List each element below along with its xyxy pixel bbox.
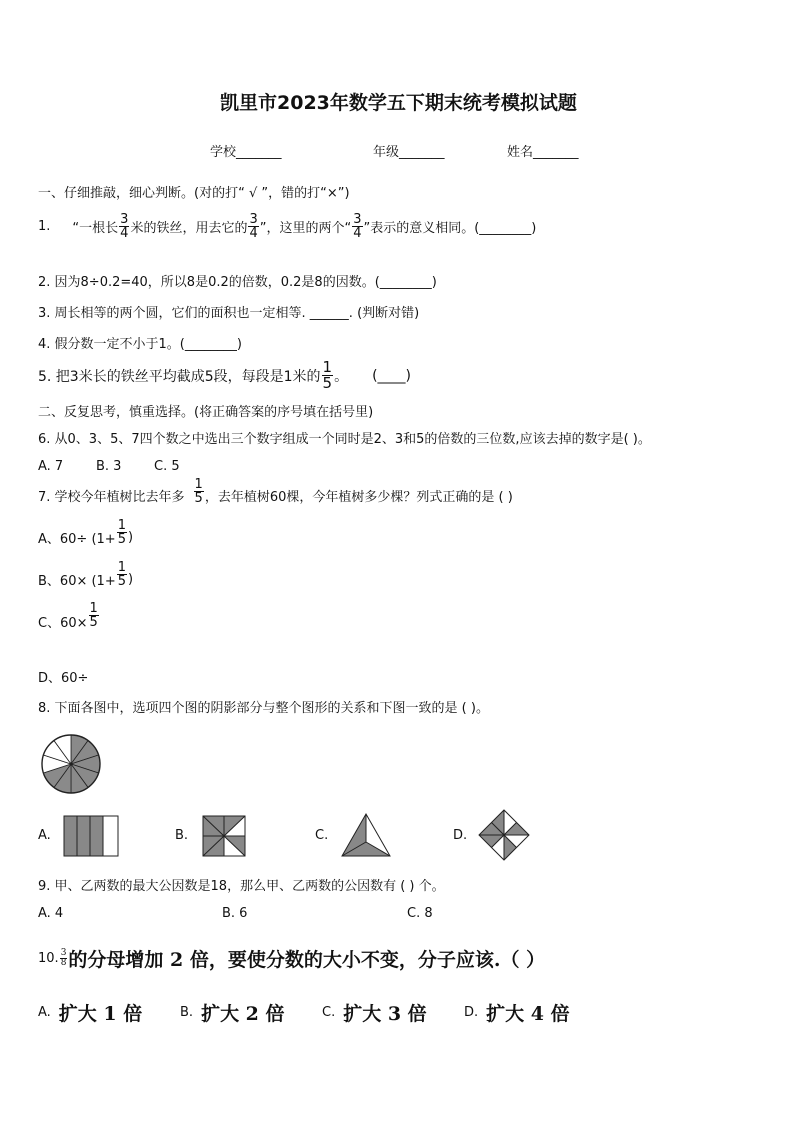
q1-text-3: ”，这里的两个“ xyxy=(259,221,352,236)
q9-option-a: A. 4 xyxy=(38,906,64,921)
q7-text-1: 7. 学校今年植树比去年多 xyxy=(38,490,185,505)
q10-number: 10. xyxy=(38,951,59,966)
q10-option-b xyxy=(180,999,285,1026)
q7-option-b-text: B、60× (1+ xyxy=(38,574,116,589)
question-8: 8. 下面各图中，选项四个图的阴影部分与整个图形的关系和下图一致的是 ( )。 xyxy=(38,701,489,716)
q6-option-c: C. 5 xyxy=(154,459,180,474)
q1-fraction-2: $\frac{3}{4}$ xyxy=(249,212,258,241)
school-field: 学校_______ xyxy=(210,145,282,160)
q7-option-b-fraction: $\frac{1}{5}$ xyxy=(117,560,127,589)
q10-fraction: $\frac{3}{8}$ xyxy=(60,948,67,968)
q10-option-d-text: 扩大 4 倍 xyxy=(486,1003,570,1025)
q5-blank: (____) xyxy=(372,367,412,384)
q5-fraction: $\frac{1}{5}$ xyxy=(322,358,333,392)
q8-option-d-label: D. xyxy=(453,828,468,843)
q8-option-a-label: A. xyxy=(38,828,51,843)
q10-option-d xyxy=(464,999,570,1026)
name-field: 姓名_______ xyxy=(507,145,579,160)
q10-option-a-label: A. xyxy=(38,1005,51,1020)
q9-option-b: B. 6 xyxy=(222,906,248,921)
q8-option-b-figure xyxy=(202,815,246,857)
q8-option-b-label: B. xyxy=(175,828,189,843)
page-title: 凯里市2023年数学五下期末统考模拟试题 xyxy=(220,92,577,114)
q10-option-d-label: D. xyxy=(464,1005,479,1020)
q7-option-a-fraction: $\frac{1}{5}$ xyxy=(117,518,126,547)
question-9: 9. 甲、乙两数的最大公因数是18，那么甲、乙两数的公因数有 ( ) 个。 xyxy=(38,879,445,894)
q8-option-a-figure xyxy=(63,815,119,857)
q10-stem: 的分母增加 2 倍，要使分数的大小不变，分子应该.（ ） xyxy=(68,949,546,971)
q5-text-2: 。 xyxy=(334,368,349,385)
q5-text-1: 5. 把3米长的铁丝平均截成5段，每段是1米的 xyxy=(38,368,321,385)
section-2-heading: 二、反复思考，慎重选择。(将正确答案的序号填在括号里) xyxy=(38,405,374,420)
question-7 xyxy=(38,477,513,506)
question-2: 2. 因为8÷0.2=40，所以8是0.2的倍数，0.2是8的因数。(________) xyxy=(38,275,437,290)
q10-option-b-label: B. xyxy=(180,1005,194,1020)
q7-option-c-text: C、60× xyxy=(38,616,88,631)
q1-number: 1. xyxy=(38,219,51,234)
question-6: 6. 从0、3、5、7四个数之中选出三个数字组成一个同时是2、3和5的倍数的三位数,应该去掉的数字是( )。 xyxy=(38,432,651,447)
q7-option-a xyxy=(38,518,134,547)
question-4: 4. 假分数一定不小于1。(________) xyxy=(38,337,242,352)
q10-option-c-text: 扩大 3 倍 xyxy=(343,1003,427,1025)
q1-text-4: ”表示的意义相同。(________) xyxy=(363,221,537,236)
question-3: 3. 周长相等的两个圆，它们的面积也一定相等. ______. (判断对错) xyxy=(38,306,420,321)
q6-option-a: A. 7 xyxy=(38,459,64,474)
q7-option-a-text: A、60÷ (1+ xyxy=(38,532,116,547)
q7-option-c-fraction: $\frac{1}{5}$ xyxy=(89,601,98,630)
q8-option-c-figure xyxy=(340,812,392,858)
q8-option-d-figure xyxy=(477,808,531,862)
q1-fraction-3: $\frac{3}{4}$ xyxy=(353,212,362,241)
q7-option-b xyxy=(38,560,134,589)
q7-option-c xyxy=(38,601,100,631)
q7-option-d: D、60÷ xyxy=(38,671,89,686)
q7-option-b-close: ) xyxy=(128,572,134,587)
question-10 xyxy=(38,945,545,972)
section-1-heading: 一、仔细推敲，细心判断。(对的打“ √ ”，错的打“×”) xyxy=(38,186,350,201)
q10-option-a xyxy=(38,999,142,1026)
reference-circle-figure xyxy=(40,733,102,795)
q10-option-b-text: 扩大 2 倍 xyxy=(201,1003,285,1025)
q10-option-c-label: C. xyxy=(322,1005,336,1020)
question-5 xyxy=(38,360,411,391)
q7-option-a-close: ) xyxy=(127,530,134,545)
q10-option-c xyxy=(322,999,427,1026)
q1-fraction-1: $\frac{3}{4}$ xyxy=(120,212,129,241)
q7-text-2: ，去年植树60棵，今年植树多少棵？列式正确的是 ( ) xyxy=(204,490,513,505)
q1-text-1: “一根长 xyxy=(72,221,119,236)
q1-text-2: 米的铁丝，用去它的 xyxy=(130,221,248,236)
q8-option-c-label: C. xyxy=(315,828,329,843)
q7-fraction: $\frac{1}{5}$ xyxy=(194,477,203,506)
grade-field: 年级_______ xyxy=(373,145,445,160)
q9-option-c: C. 8 xyxy=(407,906,433,921)
question-1 xyxy=(38,213,536,240)
q10-option-a-text: 扩大 1 倍 xyxy=(58,1003,143,1025)
q6-option-b: B. 3 xyxy=(96,459,122,474)
